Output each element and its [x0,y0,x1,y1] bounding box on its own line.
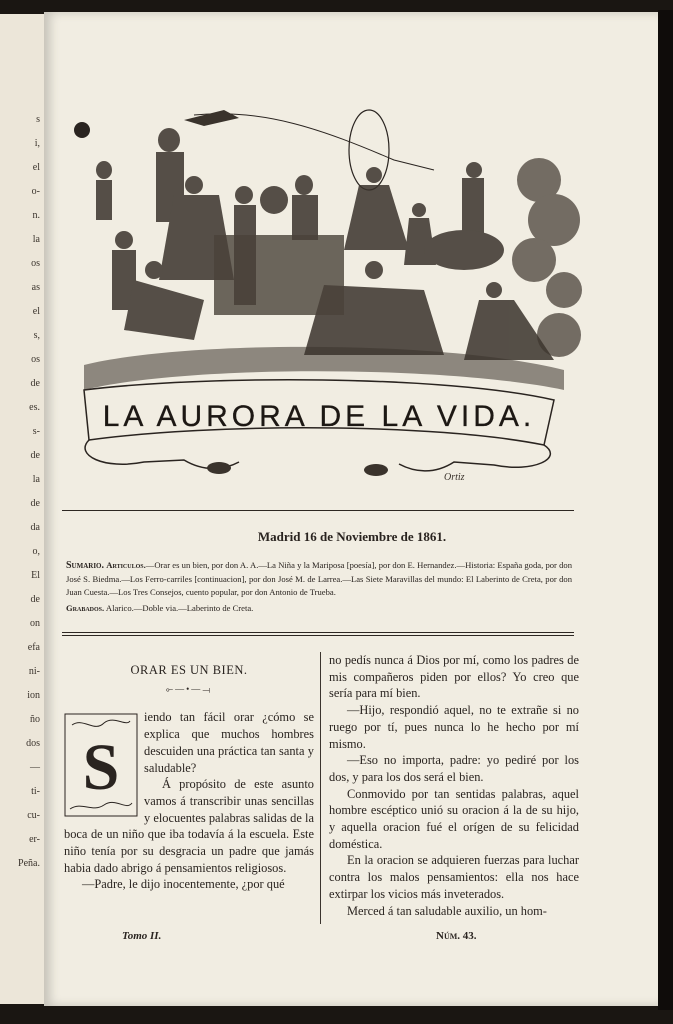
margin-fragment: el [32,162,40,173]
engraver-signature: Ortiz [444,472,465,483]
issue-date: Madrid 16 de Noviembre de 1861. [257,529,447,544]
margin-fragment: El [31,570,40,581]
newspaper-page [44,12,660,1006]
article-paragraph: iendo tan fácil orar ¿cómo se explica que muchos hombres descuiden una práctica tan santa y saludable? [144,710,314,775]
articles-text: —Orar es un bien, por don A. A.—La Niña y la Mariposa [poesía], por don E. Hernandez.—Historia: España goda, por don José S. Biedma.—Los Ferro-carriles [continuacion], por don José M. de Larrea.—Las Siete Maravillas del mundo: El Laberinto de Creta, por don Juan Cuesta.—Los Tres Consejos, cuento popular, por don Antonio de Trueba. [66,560,573,597]
margin-fragment: de [30,450,40,461]
margin-fragment: as [31,282,40,293]
margin-fragment: la [32,234,40,245]
footer-tomo: Tomo II. [122,930,162,942]
dropcap-letter: S [82,731,120,805]
kite-string [194,114,434,170]
margin-fragment: efa [27,642,40,653]
margin-fragment: s, [33,330,40,341]
margin-fragment: os [31,258,40,269]
title-ornament: ⟜—•—⟞ [165,683,213,694]
engravings-label: Grabados. [66,602,105,613]
article-title: ORAR ES UN BIEN. [130,663,248,677]
article-paragraph: —Hijo, respondió aquel, no te extrañe si no ruego por tí, pues nunca lo he hecho por mí mismo. [329,703,579,751]
margin-fragment: cu- [27,810,40,821]
table [214,235,344,315]
article-paragraph: —Padre, le dijo inocentemente, ¿por qué [82,877,285,892]
article-paragraph: En la oracion se adquieren fuerzas para luchar contra los malos pensamientos: ella nos hace extirpar los vicios más inveterados. [329,853,579,901]
masthead-title: LA AURORA DE LA VIDA. [102,400,536,433]
article-paragraph: —Eso no importa, padre: yo pediré por los dos, y para los dos será el bien. [329,753,579,784]
margin-fragment: o, [32,546,40,557]
margin-fragment: er- [29,834,40,845]
margin-fragment: s [36,114,40,125]
article-paragraph: Á propósito de este asunto vamos á transcribir unas sencillas y elocuentes palabras salidas de la boca de un niño que iba todavía á la escuela. Este niño tenía por su desgracia un padre que jamás habia dado abrigo á pensamientos religiosos. [64,777,314,875]
facing-page-edge [0,14,46,1004]
margin-fragment: ti- [31,786,40,797]
ribbon-tassel-right [364,464,388,476]
margin-fragment: — [30,762,40,773]
margin-fragment: ion [27,690,40,701]
background-edge [658,10,673,1010]
margin-fragment: ño [30,714,40,725]
article-paragraph: no pedís nunca á Dios por mí, como los padres de mis compañeros piden por ellos? Yo creo que sería para mí bien. [329,653,579,701]
margin-fragment: o- [31,186,40,197]
dropcap [64,713,138,817]
column-separator [320,652,321,924]
rule-top [62,510,574,511]
article-paragraph: Conmovido por tan sentidas palabras, aquel hombre escéptico unió su oracion á la de su hijo, y aquella oracion fué el orígen de su felicidad doméstica. [329,786,579,851]
ornate-initial-icon [64,713,138,817]
margin-fragment: da [30,522,40,533]
margin-fragment: es. [29,402,40,413]
margin-fragment: n. [32,210,40,221]
margin-fragment: i, [34,138,40,149]
margin-fragment: de [30,498,40,509]
ribbon-scroll-right [399,445,550,471]
summary-block [66,559,572,615]
margin-fragment: el [32,306,40,317]
margin-fragment: de [30,594,40,605]
margin-fragment: os [31,354,40,365]
rule-double-2 [62,635,574,636]
article-paragraph: Merced á tan saludable auxilio, un hom- [347,903,547,918]
rule-double-1 [62,632,574,633]
margin-fragment: ni- [28,666,40,677]
column-right [329,652,579,919]
ribbon-tassel-left [207,462,231,474]
ball-icon [74,122,90,138]
engravings-text: Alarico.—Doble via.—Laberinto de Creta. [105,602,254,613]
margin-fragment: la [32,474,40,485]
margin-fragment: dos [26,738,40,749]
column-left [64,652,314,893]
summary-lead: Sumario. [66,560,105,571]
articles-label: Articulos. [106,560,146,570]
margin-fragment: Peña. [18,858,40,869]
footer-num: Núm. 43. [436,930,477,942]
masthead-illustration [64,90,584,490]
margin-fragment: de [30,378,40,389]
margin-fragment: s- [32,426,40,437]
margin-fragment: on [30,618,40,629]
kite-icon [184,110,239,126]
